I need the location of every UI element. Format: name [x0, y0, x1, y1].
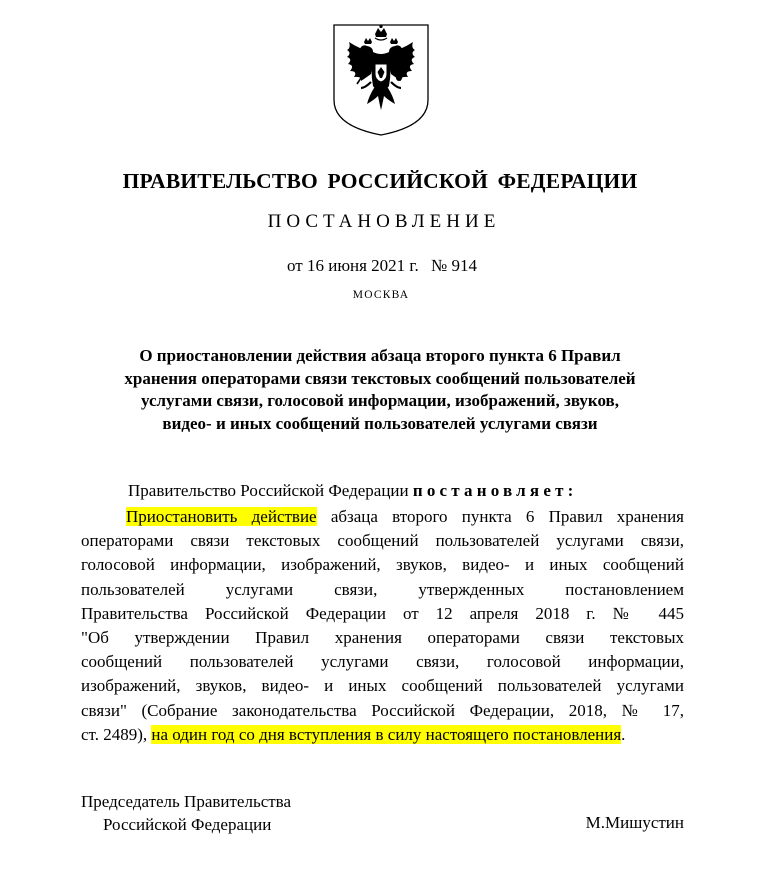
- signatory-title: [81, 790, 291, 836]
- decree-intro-verb: постановляет:: [412, 481, 578, 500]
- body-line: пользователей услугами связи, утвержденных постановлением: [81, 579, 684, 599]
- signatory-title-line: Российской Федерации: [103, 815, 272, 834]
- body-line: Правительства Российской Федерации от 12 апреля 2018 г. № 445: [81, 603, 684, 623]
- city: МОСКВА: [352, 289, 410, 301]
- body-line: операторами связи текстовых сообщений пользователей услугами связи,: [81, 531, 684, 551]
- document-date-line: [0, 256, 760, 276]
- decree-intro: [128, 481, 577, 501]
- decree-body: [81, 505, 684, 747]
- subject-line: видео- и иных сообщений пользователей услугами связи: [162, 413, 598, 433]
- decree-intro-subject: Правительство Российской Федерации: [128, 481, 409, 500]
- body-line: [81, 505, 684, 529]
- body-line-rest: абзаца второго пункта 6 Правил хранения: [316, 507, 684, 526]
- body-line: [81, 723, 684, 747]
- document-date: от 16 июня 2021 г.: [287, 256, 419, 275]
- highlighted-text: на один год со дня вступления в силу настоящего постановления: [151, 724, 622, 744]
- body-line: сообщений пользователей услугами связи, голосовой информации,: [81, 652, 684, 672]
- body-line: "Об утверждении Правил хранения операторами связи текстовых: [81, 628, 684, 648]
- russian-coat-of-arms-icon: [331, 22, 431, 138]
- body-line: голосовой информации, изображений, звуков, видео- и иных сообщений: [81, 555, 684, 575]
- body-line-end: .: [621, 724, 626, 744]
- highlighted-text: Приостановить действие: [126, 507, 317, 526]
- government-title: ПРАВИТЕЛЬСТВО РОССИЙСКОЙ ФЕДЕРАЦИИ: [122, 169, 638, 193]
- document-kind: ПОСТАНОВЛЕНИЕ: [267, 211, 501, 232]
- signatory-name: М.Мишустин: [585, 813, 684, 832]
- subject-line: услугами связи, голосовой информации, изображений, звуков,: [141, 391, 619, 410]
- body-line-start: ст. 2489),: [81, 724, 152, 744]
- body-line: связи" (Собрание законодательства Российской Федерации, 2018, № 17,: [81, 700, 684, 720]
- subject-line: хранения операторами связи текстовых сообщений пользователей: [124, 368, 636, 388]
- subject-line: О приостановлении действия абзаца второго пункта 6 Правил: [139, 346, 621, 365]
- body-line: изображений, звуков, видео- и иных сообщений пользователей услугами: [81, 676, 684, 696]
- signatory-title-line: Председатель Правительства: [81, 792, 292, 811]
- document-subject: [90, 345, 670, 435]
- document-number: № 914: [431, 256, 477, 275]
